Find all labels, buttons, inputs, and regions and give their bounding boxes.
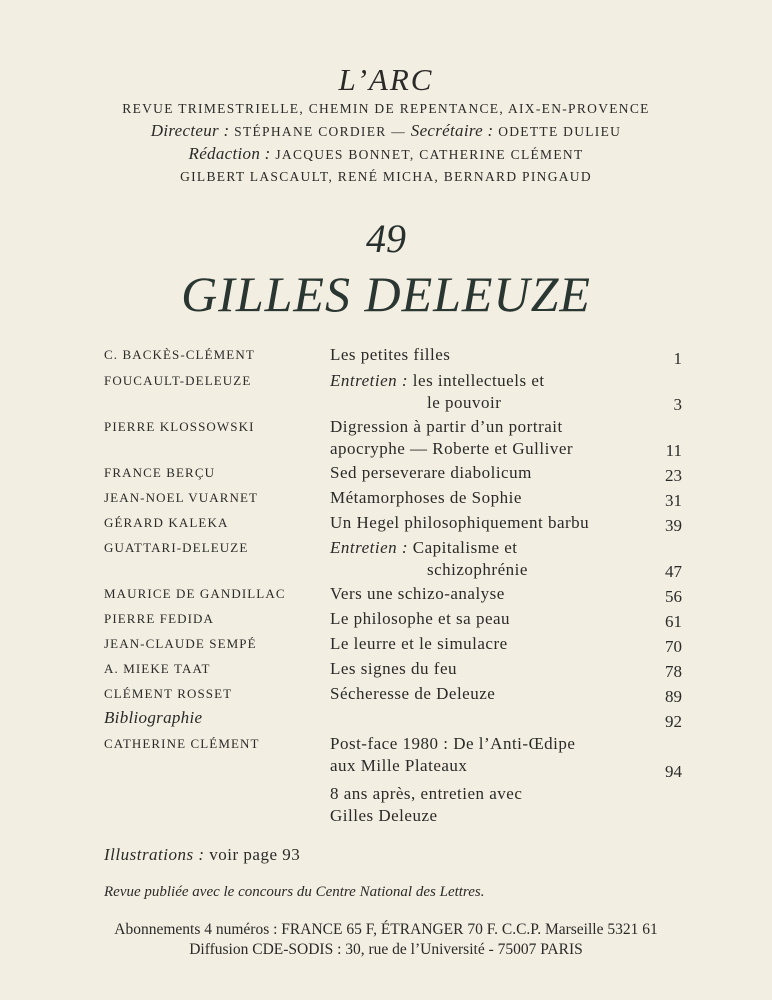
toc-page: 3 — [673, 395, 682, 414]
editorial-label: Rédaction : — [188, 144, 271, 163]
issue-number: 49 — [366, 216, 406, 261]
secretary-name: ODETTE DULIEU — [498, 124, 622, 139]
director-label: Directeur : — [150, 121, 230, 140]
toc-page: 56 — [665, 587, 682, 606]
toc-title — [330, 633, 630, 655]
direction-line — [0, 120, 772, 143]
journal-title: L’ARC — [338, 62, 434, 97]
toc-title — [330, 683, 630, 705]
toc-title-line: Les signes du feu — [330, 659, 458, 678]
toc-entry — [104, 512, 682, 537]
editorial-names-1: JACQUES BONNET, CATHERINE CLÉMENT — [275, 147, 584, 162]
support-note: Revue publiée avec le concours du Centre National des Lettres. — [104, 884, 485, 900]
toc-title-line: Les petites filles — [330, 345, 451, 364]
separator-dash: — — [391, 124, 407, 139]
illustrations-text: voir page 93 — [204, 845, 301, 864]
toc-page: 61 — [665, 612, 682, 631]
toc-title-line: Digression à partir d’un portrait — [330, 417, 563, 436]
toc-title — [330, 783, 630, 827]
editorial-line-1 — [0, 143, 772, 166]
toc-title-lead: Entretien : — [330, 538, 409, 557]
editorial-names-2: GILBERT LASCAULT, RENÉ MICHA, BERNARD PINGAUD — [180, 169, 592, 184]
toc-title-line: Métamorphoses de Sophie — [330, 488, 522, 507]
toc-author: GUATTARI-DELEUZE — [104, 540, 249, 555]
toc-page: 92 — [665, 712, 682, 731]
toc-entry — [104, 633, 682, 658]
toc-title — [330, 416, 630, 460]
toc-title — [330, 658, 630, 680]
toc-title — [330, 344, 630, 366]
toc-title-line: Gilles Deleuze — [330, 806, 438, 825]
toc-title — [330, 733, 630, 777]
toc-title-line: Capitalisme et — [408, 538, 518, 557]
table-of-contents — [104, 344, 682, 829]
toc-page: 31 — [665, 491, 682, 510]
toc-title-line: les intellectuels et — [408, 371, 545, 390]
director-name: STÉPHANE CORDIER — [234, 124, 387, 139]
toc-title-line: aux Mille Plateaux — [330, 756, 468, 775]
toc-author: PIERRE KLOSSOWSKI — [104, 419, 255, 434]
toc-author: JEAN-CLAUDE SEMPÉ — [104, 636, 257, 651]
toc-author: FOUCAULT-DELEUZE — [104, 373, 252, 388]
toc-entry — [104, 537, 682, 583]
toc-title-lead: Entretien : — [330, 371, 409, 390]
toc-title-line: Sed perseverare diabolicum — [330, 463, 532, 482]
toc-entry — [104, 462, 682, 487]
toc-title — [330, 583, 630, 605]
toc-page: 23 — [665, 466, 682, 485]
toc-title — [330, 537, 630, 581]
issue-title: GILLES DELEUZE — [181, 266, 591, 322]
toc-title — [330, 370, 630, 414]
toc-page: 94 — [665, 762, 682, 781]
illustrations-note — [104, 845, 300, 865]
subscription-info — [0, 920, 772, 960]
toc-title — [330, 487, 630, 509]
toc-author: Bibliographie — [104, 708, 203, 727]
toc-entry — [104, 683, 682, 708]
toc-title-line: Un Hegel philosophiquement barbu — [330, 513, 590, 532]
toc-title — [330, 462, 630, 484]
masthead — [0, 62, 772, 188]
toc-title — [330, 708, 630, 730]
toc-title-line: Le leurre et le simulacre — [330, 634, 508, 653]
toc-title-line: Post-face 1980 : De l’Anti-Œdipe — [330, 734, 576, 753]
toc-title-line: le pouvoir — [427, 393, 502, 412]
journal-subtitle: REVUE TRIMESTRIELLE, CHEMIN DE REPENTANCE, AIX-EN-PROVENCE — [122, 101, 650, 116]
toc-author: PIERRE FEDIDA — [104, 611, 214, 626]
toc-page: 39 — [665, 516, 682, 535]
toc-title-line: Vers une schizo-analyse — [330, 584, 505, 603]
toc-entry — [104, 708, 682, 733]
toc-title-line: apocryphe — Roberte et Gulliver — [330, 439, 574, 458]
toc-page: 47 — [665, 562, 682, 581]
toc-author: CATHERINE CLÉMENT — [104, 736, 260, 751]
toc-title-line: Le philosophe et sa peau — [330, 609, 511, 628]
toc-title-line: Sécheresse de Deleuze — [330, 684, 496, 703]
toc-title — [330, 512, 630, 534]
toc-entry — [104, 370, 682, 416]
toc-author: GÉRARD KALEKA — [104, 515, 229, 530]
illustrations-label: Illustrations : — [104, 845, 205, 864]
toc-page: 89 — [665, 687, 682, 706]
toc-author: JEAN-NOEL VUARNET — [104, 490, 259, 505]
toc-page: 1 — [673, 349, 682, 368]
toc-title-line: schizophrénie — [427, 560, 528, 579]
toc-title — [330, 608, 630, 630]
toc-entry — [104, 344, 682, 370]
subscriptions-line: Abonnements 4 numéros : FRANCE 65 F, ÉTRANGER 70 F. C.C.P. Marseille 5321 61 — [114, 921, 658, 938]
toc-author: MAURICE DE GANDILLAC — [104, 586, 286, 601]
toc-page: 78 — [665, 662, 682, 681]
toc-entry — [104, 583, 682, 608]
toc-author: FRANCE BERÇU — [104, 465, 216, 480]
toc-entry — [104, 733, 682, 783]
toc-page: 11 — [665, 441, 682, 460]
toc-author: A. MIEKE TAAT — [104, 661, 211, 676]
toc-entry — [104, 487, 682, 512]
toc-entry — [104, 658, 682, 683]
toc-entry — [104, 416, 682, 462]
distribution-line: Diffusion CDE-SODIS : 30, rue de l’Université - 75007 PARIS — [189, 941, 583, 958]
toc-entry — [104, 608, 682, 633]
secretary-label: Secrétaire : — [410, 121, 494, 140]
toc-author: C. BACKÈS-CLÉMENT — [104, 347, 255, 362]
toc-title-line: 8 ans après, entretien avec — [330, 784, 523, 803]
toc-entry — [104, 783, 682, 829]
toc-author: CLÉMENT ROSSET — [104, 686, 233, 701]
toc-page: 70 — [665, 637, 682, 656]
